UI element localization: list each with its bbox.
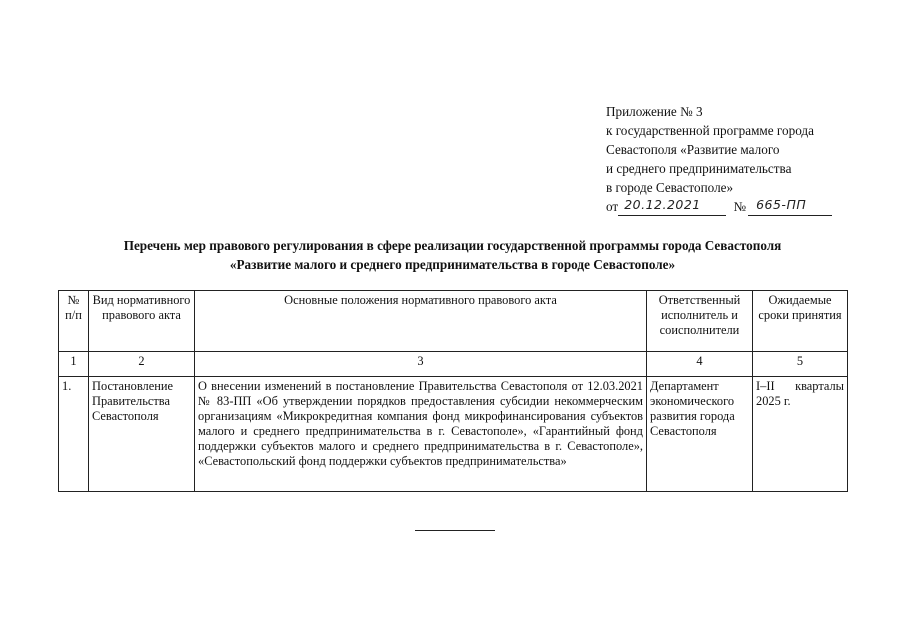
table-row [59, 377, 848, 492]
header-cell-provisions: Основные положения нормативного правового акта [195, 291, 647, 352]
row-deadline: I–II кварталы 2025 г. [753, 377, 848, 492]
row-responsible: Департамент экономического развития города Севастополя [647, 377, 753, 492]
appendix-block [606, 102, 896, 216]
row-number: 1. [59, 377, 89, 492]
document-title [30, 236, 875, 274]
title-line-1: Перечень мер правового регулирования в сфере реализации государственной программы города Севастополя [123, 238, 782, 253]
column-number: 3 [195, 352, 647, 377]
date-underline [618, 197, 726, 216]
measures-table [58, 290, 848, 492]
handwritten-date: 20.12.2021 [624, 197, 701, 212]
column-number-row [59, 352, 848, 377]
header-cell-type: Вид нормативного правового акта [89, 291, 195, 352]
number-underline [748, 197, 832, 216]
handwritten-number: 665-ПП [756, 197, 807, 212]
header-cell-responsible: Ответственный исполнитель и соисполнители [647, 291, 753, 352]
appendix-line: в городе Севастополе» [606, 180, 734, 195]
end-divider [415, 530, 495, 531]
table-header-row [59, 291, 848, 352]
appendix-date-line [606, 197, 896, 216]
column-number: 5 [753, 352, 848, 377]
column-number: 1 [59, 352, 89, 377]
column-number: 2 [89, 352, 195, 377]
appendix-number: Приложение № 3 [606, 104, 703, 119]
header-cell-deadline: Ожидаемые сроки принятия [753, 291, 848, 352]
appendix-line: к государственной программе города [606, 123, 814, 138]
title-line-2: «Развитие малого и среднего предпринимательства в городе Севастополе» [229, 257, 676, 272]
appendix-line: Севастополя «Развитие малого [606, 142, 780, 157]
appendix-line: и среднего предпринимательства [606, 161, 792, 176]
header-cell-num: № п/п [59, 291, 89, 352]
number-label: № [733, 199, 747, 214]
row-act-type: Постановление Правительства Севастополя [89, 377, 195, 492]
from-label: от [606, 199, 619, 214]
row-provisions: О внесении изменений в постановление Правительства Севастополя от 12.03.2021 № 83-ПП «Об утверждении порядков предоставления субсидии некоммерческим организациям «Микрокредитная компания фонд микрофинансирования субъектов малого и среднего предпринимательства в г. Севастополе», «Гарантийный фонд поддержки субъектов малого и среднего предпринимательства в г. Севастополе», «Севастопольский фонд поддержки субъектов предпринимательства» [195, 377, 647, 492]
column-number: 4 [647, 352, 753, 377]
